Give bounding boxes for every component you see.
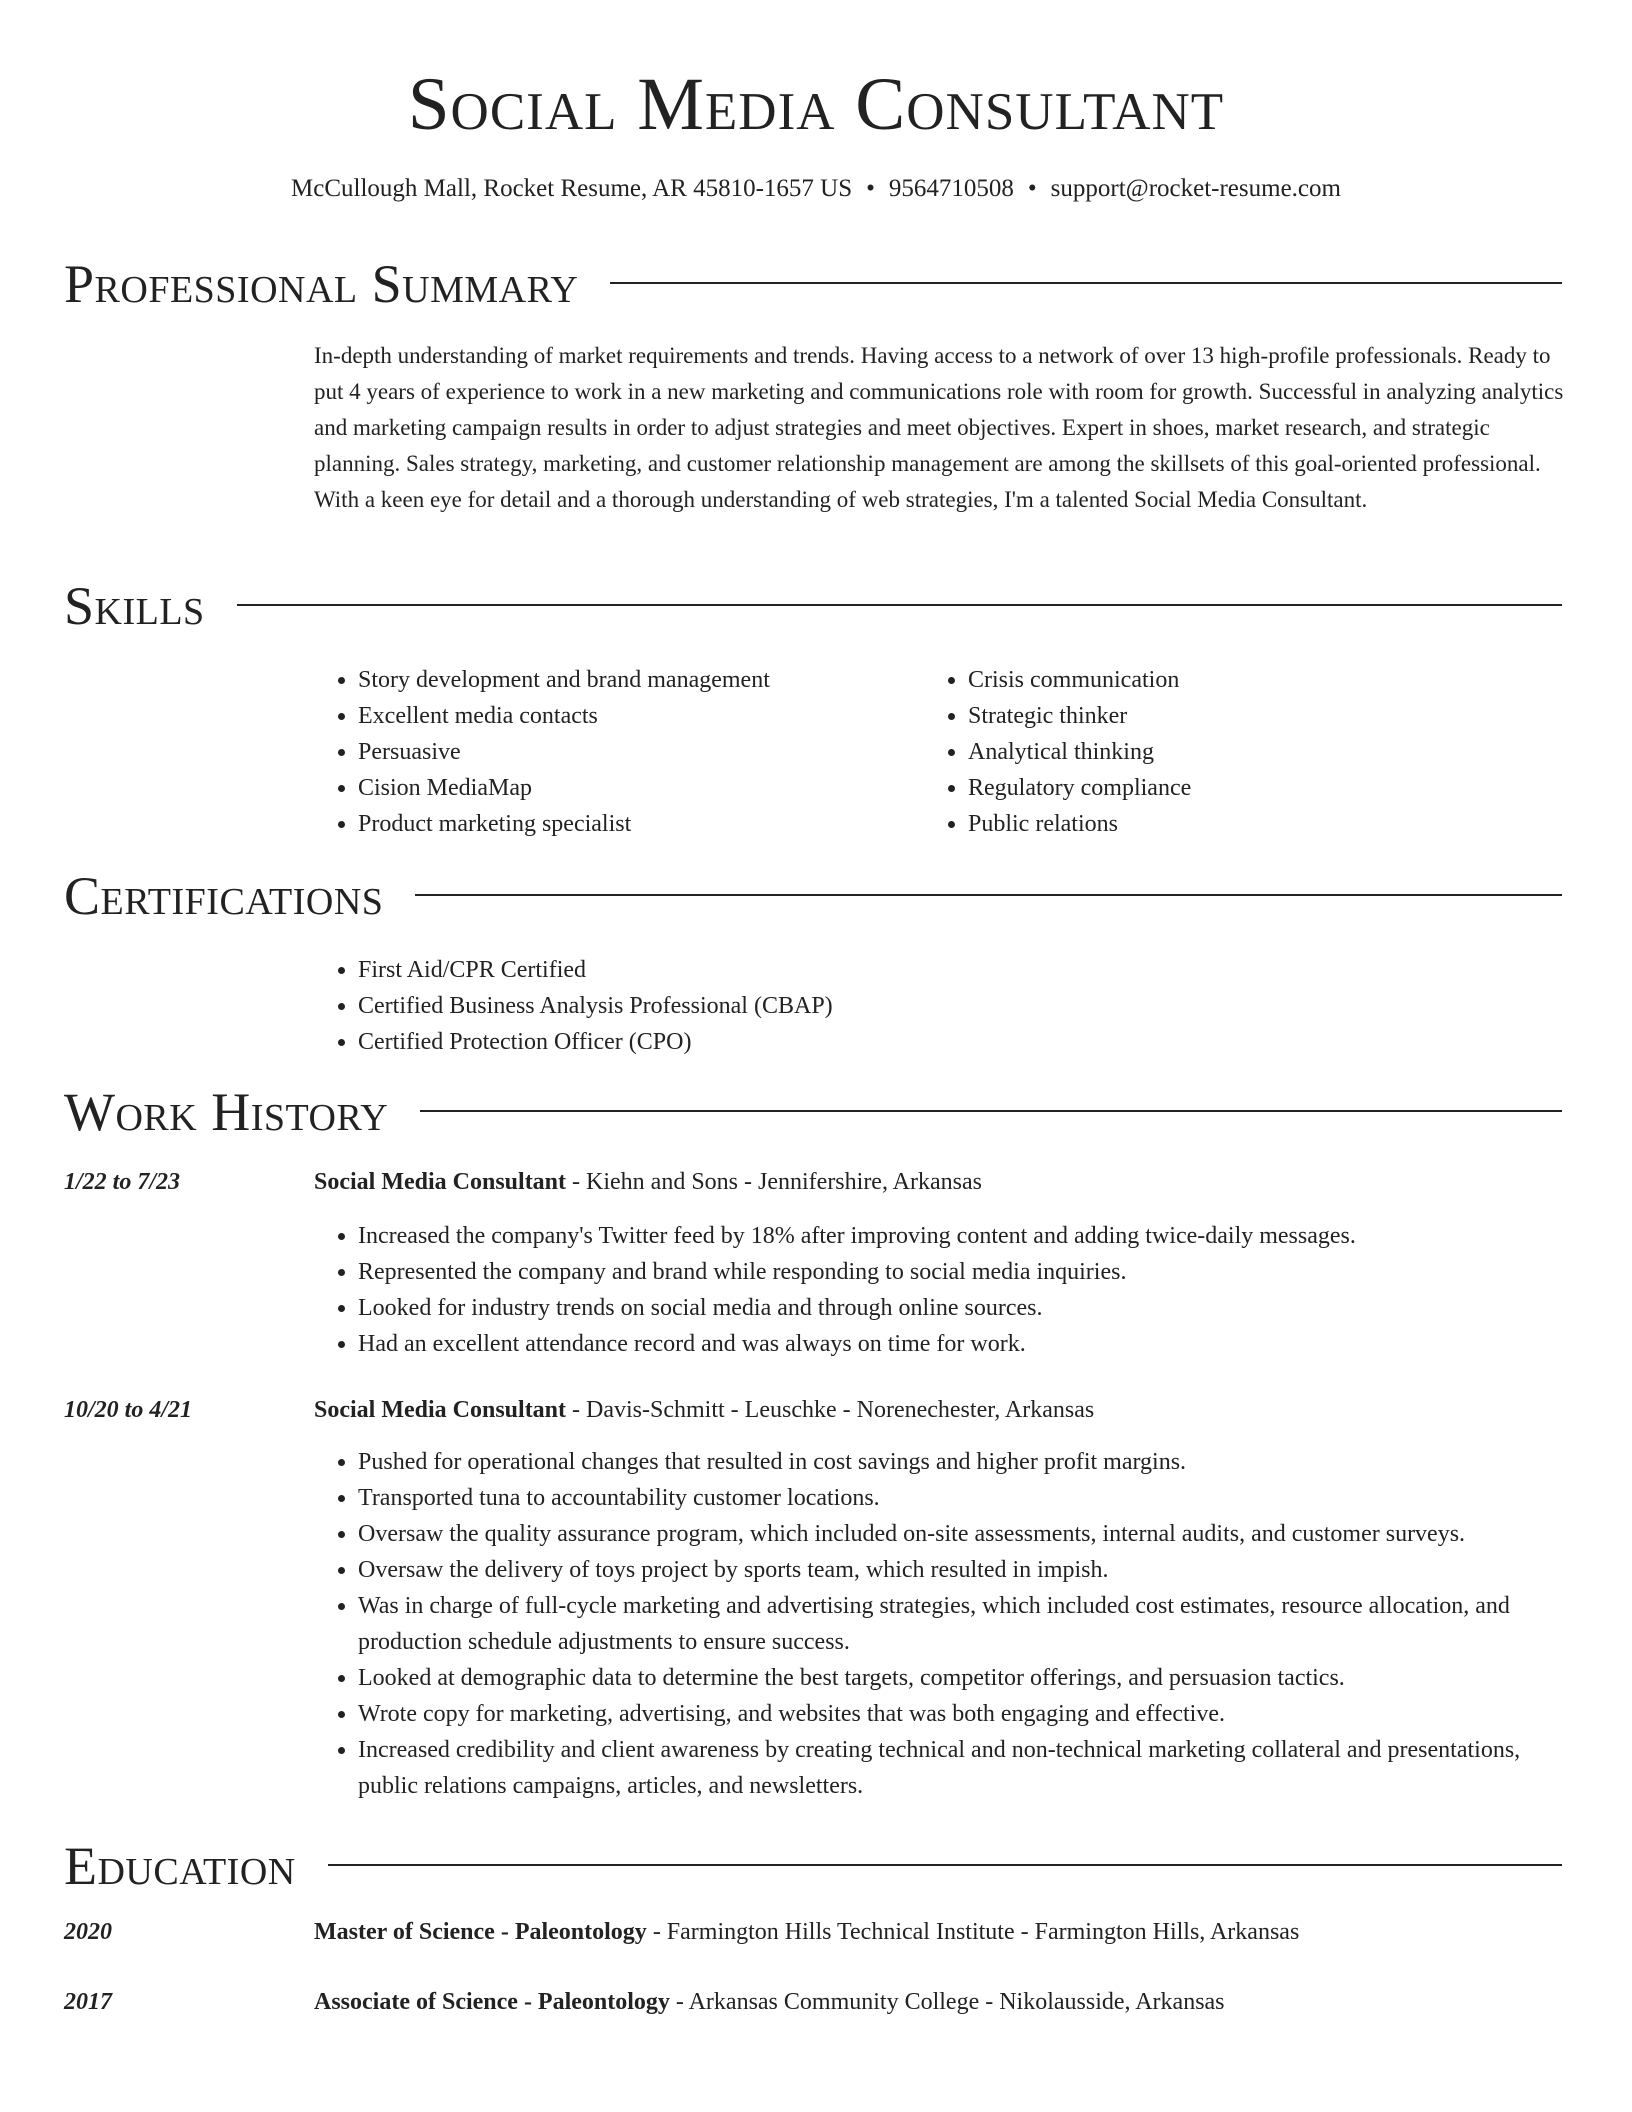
job-employer: - Davis-Schmitt - Leuschke - Norenechester, Arkansas bbox=[566, 1397, 1095, 1423]
section-title-education: Education bbox=[64, 1836, 296, 1896]
skill-item: • Analytical thinking bbox=[968, 734, 1524, 770]
skill-item: • Story development and brand management bbox=[358, 662, 914, 698]
job-bullets bbox=[314, 1444, 1564, 1804]
job-heading bbox=[314, 1164, 1564, 1200]
education-entry bbox=[314, 1914, 1564, 1950]
contact-email: support@rocket-resume.com bbox=[1050, 175, 1341, 202]
job-bullets bbox=[314, 1218, 1564, 1362]
section-divider bbox=[328, 1864, 1562, 1866]
skills-column-left bbox=[314, 662, 914, 842]
certification-item: • First Aid/CPR Certified bbox=[358, 952, 1514, 988]
skills-column-right bbox=[924, 662, 1524, 842]
job-bullet: • Increased credibility and client awareness by creating technical and non-technical marketing collateral and presentations, public relations campaigns, articles, and newsletters. bbox=[358, 1732, 1564, 1804]
section-header-summary bbox=[64, 252, 1562, 316]
certification-item: • Certified Business Analysis Professional (CBAP) bbox=[358, 988, 1514, 1024]
job-bullet: • Oversaw the delivery of toys project by sports team, which resulted in impish. bbox=[358, 1552, 1564, 1588]
contact-phone: 9564710508 bbox=[888, 175, 1014, 202]
contact-separator: • bbox=[1027, 175, 1037, 202]
job-bullet: • Oversaw the quality assurance program, which included on-site assessments, internal audits, and customer surveys. bbox=[358, 1516, 1564, 1552]
job-dates: 10/20 to 4/21 bbox=[64, 1397, 193, 1423]
skill-item: • Regulatory compliance bbox=[968, 770, 1524, 806]
skill-item: • Cision MediaMap bbox=[358, 770, 914, 806]
skill-item: • Excellent media contacts bbox=[358, 698, 914, 734]
contact-separator: • bbox=[866, 175, 875, 202]
education-year: 2020 bbox=[64, 1919, 112, 1945]
job-dates: 1/22 to 7/23 bbox=[64, 1169, 181, 1195]
section-divider bbox=[420, 1110, 1562, 1112]
contact-address: McCullough Mall, Rocket Resume, AR 45810-1657 US bbox=[291, 175, 853, 202]
section-header-certifications bbox=[64, 864, 1562, 928]
job-employer: - Kiehn and Sons - Jennifershire, Arkansas bbox=[566, 1169, 982, 1195]
education-school: - Farmington Hills Technical Institute - Farmington Hills, Arkansas bbox=[646, 1919, 1300, 1945]
job-bullet: • Transported tuna to accountability customer locations. bbox=[358, 1480, 1564, 1516]
job-bullet: • Increased the company's Twitter feed by 18% after improving content and adding twice-daily messages. bbox=[358, 1218, 1564, 1254]
section-title-certifications: Certifications bbox=[64, 866, 384, 926]
section-title-skills: Skills bbox=[64, 576, 205, 636]
education-entry bbox=[314, 1984, 1564, 2020]
job-title: Social Media Consultant bbox=[314, 1169, 567, 1195]
education-year: 2017 bbox=[64, 1989, 112, 2015]
job-bullet: • Pushed for operational changes that resulted in cost savings and higher profit margins. bbox=[358, 1444, 1564, 1480]
skill-item: • Crisis communication bbox=[968, 662, 1524, 698]
section-divider bbox=[610, 282, 1562, 284]
skill-item: • Persuasive bbox=[358, 734, 914, 770]
certification-item: • Certified Protection Officer (CPO) bbox=[358, 1024, 1514, 1060]
contact-line bbox=[0, 172, 1632, 206]
skill-item: • Strategic thinker bbox=[968, 698, 1524, 734]
summary-paragraph: In-depth understanding of market requirements and trends. Having access to a network of over 13 high-profile professionals. Ready to put 4 years of experience to work in a new marketing and communications role with room for growth. Successful in analyzing analytics and marketing campaign results in order to adjust strategies and meet objectives. Expert in shoes, market research, and strategic planning. Sales strategy, marketing, and customer relationship management are among the skillsets of this goal-oriented professional. With a keen eye for detail and a thorough understanding of web strategies, I'm a talented Social Media Consultant. bbox=[314, 343, 1564, 512]
job-bullet: • Looked for industry trends on social media and through online sources. bbox=[358, 1290, 1564, 1326]
skill-item: • Product marketing specialist bbox=[358, 806, 914, 842]
section-header-skills bbox=[64, 574, 1562, 638]
section-divider bbox=[237, 604, 1562, 606]
certifications-list bbox=[314, 952, 1514, 1060]
resume-title: Social Media Consultant bbox=[407, 63, 1225, 146]
section-header-education bbox=[64, 1834, 1562, 1898]
education-school: - Arkansas Community College - Nikolausside, Arkansas bbox=[669, 1989, 1225, 2015]
job-bullet: • Had an excellent attendance record and was always on time for work. bbox=[358, 1326, 1564, 1362]
job-bullet: • Looked at demographic data to determine the best targets, competitor offerings, and persuasion tactics. bbox=[358, 1660, 1564, 1696]
section-title-summary: Professional Summary bbox=[64, 254, 579, 314]
section-divider bbox=[415, 894, 1562, 896]
job-heading bbox=[314, 1392, 1564, 1428]
job-title: Social Media Consultant bbox=[314, 1397, 567, 1423]
section-header-work-history bbox=[64, 1080, 1562, 1144]
education-degree: Master of Science - Paleontology bbox=[314, 1919, 647, 1945]
job-bullet: • Was in charge of full-cycle marketing and advertising strategies, which included cost estimates, resource allocation, and production schedule adjustments to ensure success. bbox=[358, 1588, 1564, 1660]
job-bullet: • Represented the company and brand while responding to social media inquiries. bbox=[358, 1254, 1564, 1290]
job-bullet: • Wrote copy for marketing, advertising, and websites that was both engaging and effective. bbox=[358, 1696, 1564, 1732]
skill-item: • Public relations bbox=[968, 806, 1524, 842]
section-title-work-history: Work History bbox=[64, 1082, 389, 1142]
education-degree: Associate of Science - Paleontology bbox=[314, 1989, 670, 2015]
